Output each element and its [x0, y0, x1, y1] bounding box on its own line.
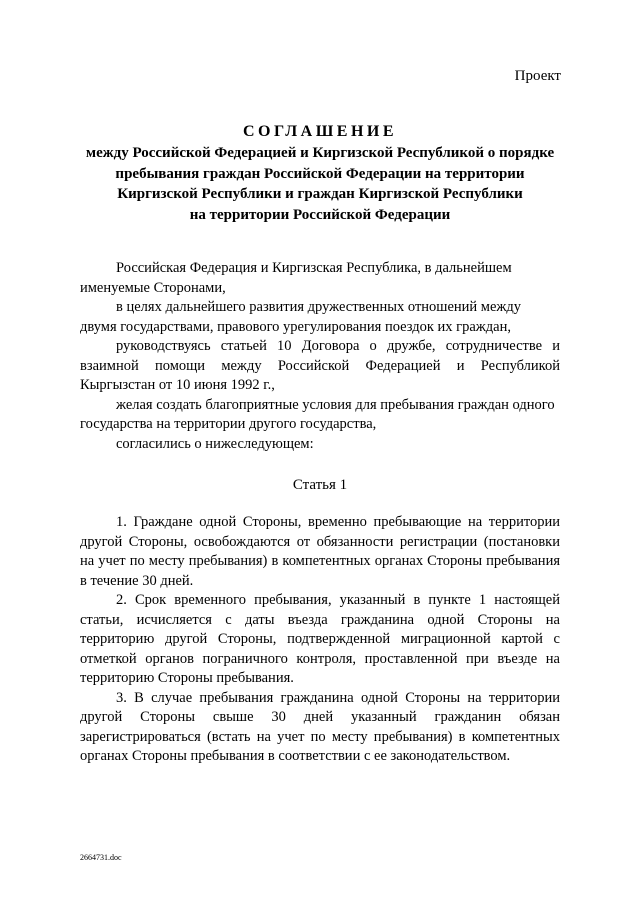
- subtitle-line: пребывания граждан Российской Федерации на территории: [115, 165, 525, 182]
- subtitle-line: на территории Российской Федерации: [189, 206, 451, 223]
- footer-filename: 2664731.doc: [80, 853, 122, 862]
- preamble-paragraph: руководствуясь статьей 10 Договора о дружбе, сотрудничестве и взаимной помощи между Российской Федерацией и Республикой Кыргызстан от 10 июня 1992 г.,: [80, 338, 560, 393]
- subtitle-line: между Российской Федерацией и Киргизской Республикой о порядке: [85, 145, 555, 161]
- document-subtitle: [80, 143, 560, 225]
- draft-label: Проект: [514, 68, 561, 84]
- preamble-paragraph: в целях дальнейшего развития дружественных отношений между двумя государствами, правового урегулирования поездок их граждан,: [80, 299, 522, 335]
- article-point: 2. Срок временного пребывания, указанный в пункте 1 настоящей статьи, исчисляется с даты въезда гражданина одной Стороны на территорию другой Стороны, подтвержденной миграционной картой с отметкой органов пограничного контроля, проставленной при въезде на территорию Стороны пребывания.: [80, 592, 560, 686]
- subtitle-line: Киргизской Республики и граждан Киргизской Республики: [117, 186, 523, 202]
- preamble-paragraph: согласились о нижеследующем:: [116, 435, 314, 452]
- preamble-paragraph: желая создать благоприятные условия для пребывания граждан одного государства на территории другого государства,: [80, 396, 555, 432]
- article-body: [80, 513, 560, 767]
- article-point: 3. В случае пребывания гражданина одной Стороны на территории другой Стороны свыше 30 дней указанный гражданин обязан зарегистрироваться (встать на учет по месту пребывания) в компетентных органах Стороны пребывания в соответствии с ее законодательством.: [80, 689, 560, 764]
- preamble: [80, 259, 560, 454]
- article-heading: Статья 1: [292, 477, 348, 493]
- article-points: [80, 513, 560, 767]
- preamble-paragraph: Российская Федерация и Киргизская Республика, в дальнейшем именуемые Сторонами,: [80, 260, 512, 296]
- article-point: 1. Граждане одной Стороны, временно пребывающие на территории другой Стороны, освобождаются от обязанности регистрации (постановки на учет по месту пребывания) в компетентных органах Стороны пребывания в течение 30 дней.: [80, 514, 560, 589]
- document-title: СОГЛАШЕНИЕ: [242, 123, 398, 140]
